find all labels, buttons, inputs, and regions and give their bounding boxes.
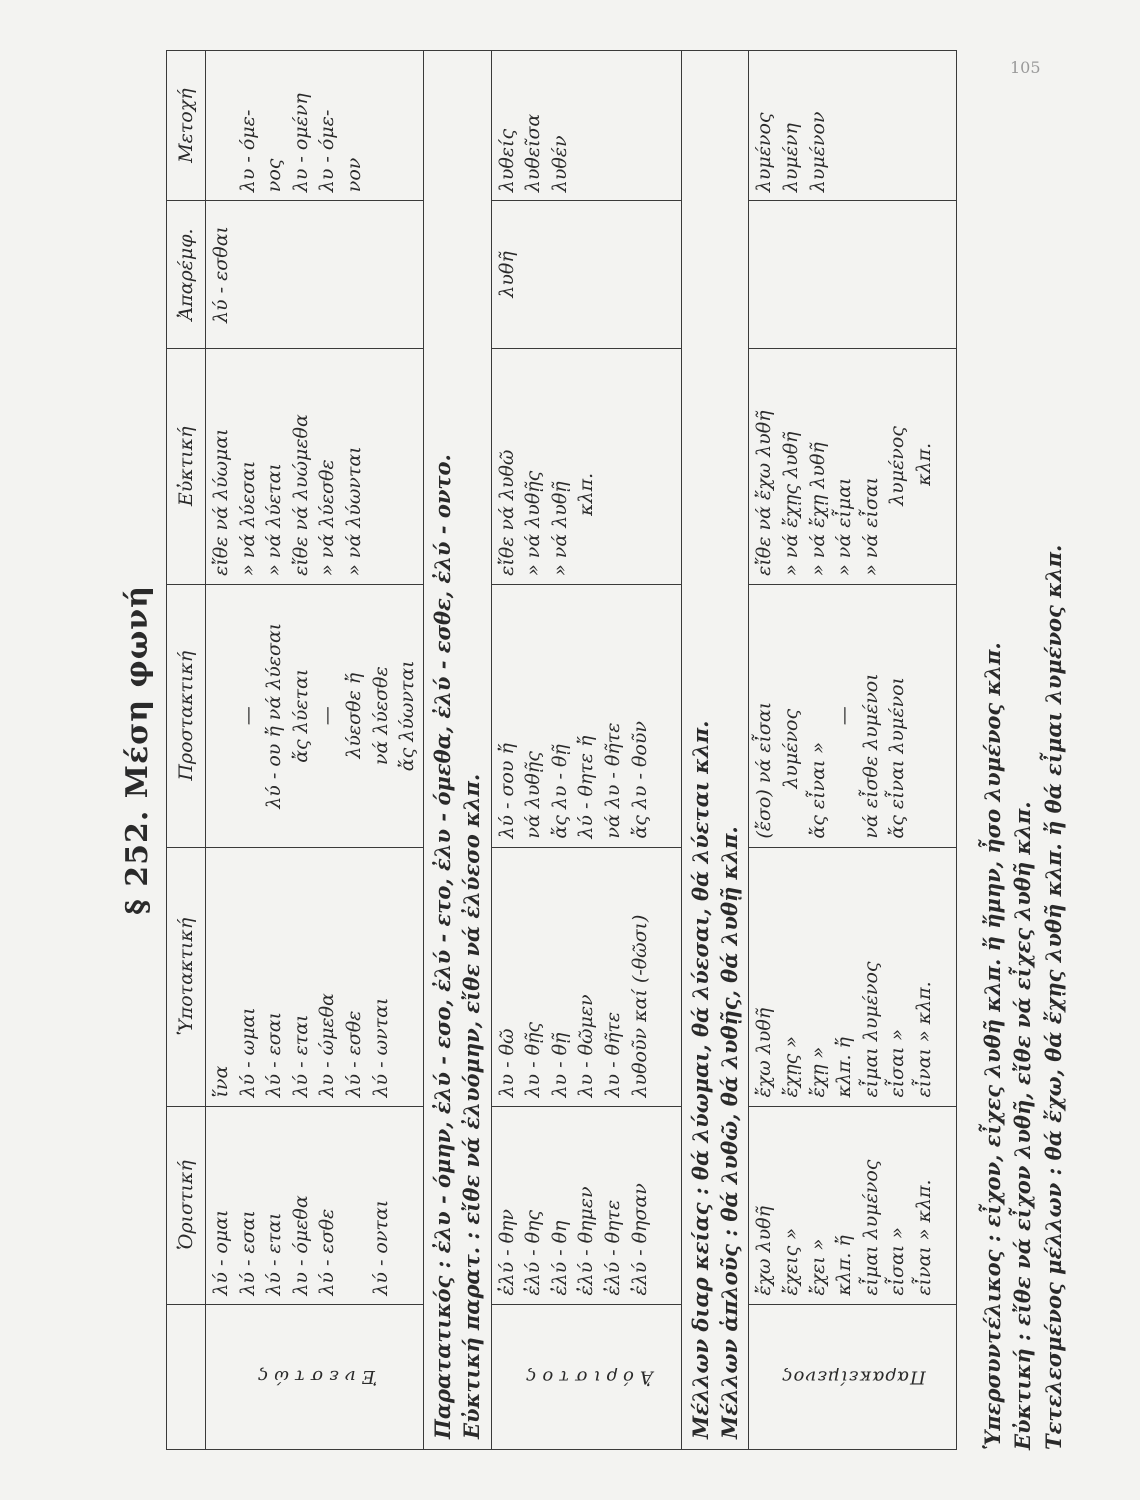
enestos-ypotaktiki: ἵνα λύ - ωμαι λύ - εσαι λύ - εται λυ - ώμεθα λύ - εσθε λύ - ωνται [206,847,424,1106]
header-efktiki: Εὐκτική [167,348,206,584]
tense-label-enestos: Ἐνεστώς [206,1304,424,1449]
aoristos-ypotaktiki: λυ - θῶ λυ - θῇς λυ - θῇ λυ - θῶμεν λυ - θῆτε λυθοῦν καί (-θῶσι) [491,847,681,1106]
aoristos-aparemfato: λυθῆ [491,201,681,349]
parakeimenos-aparemfato [749,201,957,349]
header-prostaktiki: Προστακτική [167,584,206,847]
enestos-prostaktiki: — λύ - ου ἤ νά λύεσαι ἄς λύεται — λύεσθε ἤ νά λύεσθε ἄς λύωνται [206,584,424,847]
header-ypotaktiki: Ὑποτακτική [167,847,206,1106]
parakeimenos-efktiki: εἴθε νά ἔχω λυθῆ » νά ἔχῃς λυθῆ » νά ἔχῃ λυθῆ » νά εἶμαι » νά εἶσαι λυμένος κλπ. [749,348,957,584]
bottom-note-yperintelikos: Ὑπερσυντέλικος : εἶχον, εἶχες λυθῆ κλπ. ἤ ἤμην, ἦσο λυμένος κλπ. [980,642,1005,1450]
row-parakeimenos [749,51,957,1450]
enestos-efktiki: εἴθε νά λύωμαι » νά λύεσαι » νά λύεται εἴθε νά λυώμεθα » νά λύεσθε » νά λύωνται [206,348,424,584]
aoristos-metochi: λυθείς λυθεῖσα λυθέν [491,51,681,201]
bottom-note-tetelesmenos: Τετελεσμένος μέλλων : θά ἔχω, θά ἔχῃς λυθῆ κλπ. ἤ θά εἶμαι λυμένος κλπ. [1040,544,1066,1450]
bottom-notes [978,50,1069,1450]
aoristos-efktiki: εἴθε νά λυθῶ » νά λυθῇς » νά λυθῇ κλπ. [491,348,681,584]
section-title: § 252. Μέση φωνή [120,585,155,915]
tense-label-parakeimenos: Παρακείμενος [749,1304,957,1449]
aoristos-prostaktiki: λύ - σου ἤ νά λυθῇς ἄς λυ - θῇ λύ - θητε ἤ νά λυ - θῆτε ἄς λυ - θοῦν [491,584,681,847]
row-paratatikos [423,51,491,1450]
enestos-aparemfato: λύ - εσθαι [206,201,424,349]
bottom-note-efktiki: Εὐκτική : εἴθε νά εἶχον λυθῆ, εἴθε νά εἶχες λυθῆ κλπ. [1010,801,1036,1450]
parakeimenos-metochi: λυμένος λυμένη λυμένον [749,51,957,201]
page-number: 105 [1010,58,1041,77]
header-aparemfato: Ἀπαρέμφ. [167,201,206,349]
header-row [167,51,206,1450]
paratatikos-text: Παρατατικός : ἐλυ - όμην, ἐλύ - εσο, ἐλύ - ετο, ἐλυ - όμεθα, ἐλύ - εσθε, ἐλύ - οντο. Εὐκτική παρατ. : εἴθε νά ἐλυόμην, εἴθε νά ἐλύεσο κλπ. [423,51,491,1450]
tense-label-aoristos: Ἀόριστος [491,1304,681,1449]
header-metochi: Μετοχή [167,51,206,201]
enestos-oristiki: λύ - ομαι λύ - εσαι λύ - εται λυ - όμεθα λύ - εσθε λύ - ονται [206,1106,424,1304]
parakeimenos-oristiki: ἔχω λυθῆ ἔχεις » ἔχει » κλπ. ἤ εἶμαι λυμένος εἶσαι » εἶναι » κλπ. [749,1106,957,1304]
mellon-text: Μέλλων διαρ κείας : θά λύωμαι, θά λύεσαι, θά λύεται κλπ. Μέλλων ἁπλοῦς : θά λυθῶ, θά λυθῇς, θά λυθῇ κλπ. [681,51,749,1450]
parakeimenos-prostaktiki: (ἔσο) νά εἶσαι λυμένος ἄς εἶναι » — νά εἶσθε λυμένοι ἄς εἶναι λυμένοι [749,584,957,847]
row-aoristos [491,51,681,1450]
aoristos-oristiki: ἐλύ - θην ἐλύ - θης ἐλύ - θη ἐλύ - θημεν ἐλύ - θητε ἐλύ - θησαν [491,1106,681,1304]
conjugation-table [166,50,957,1450]
enestos-metochi: λυ - όμε- νος λυ - ομένη λυ - όμε- νον [206,51,424,201]
parakeimenos-ypotaktiki: ἔχω λυθῆ ἔχῃς » ἔχῃ » κλπ. ἤ εἶμαι λυμένος εἶσαι » εἶναι » κλπ. [749,847,957,1106]
header-oristiki: Ὁριστική [167,1106,206,1304]
row-enestos [206,51,424,1450]
header-empty [167,1304,206,1449]
row-mellon [681,51,749,1450]
